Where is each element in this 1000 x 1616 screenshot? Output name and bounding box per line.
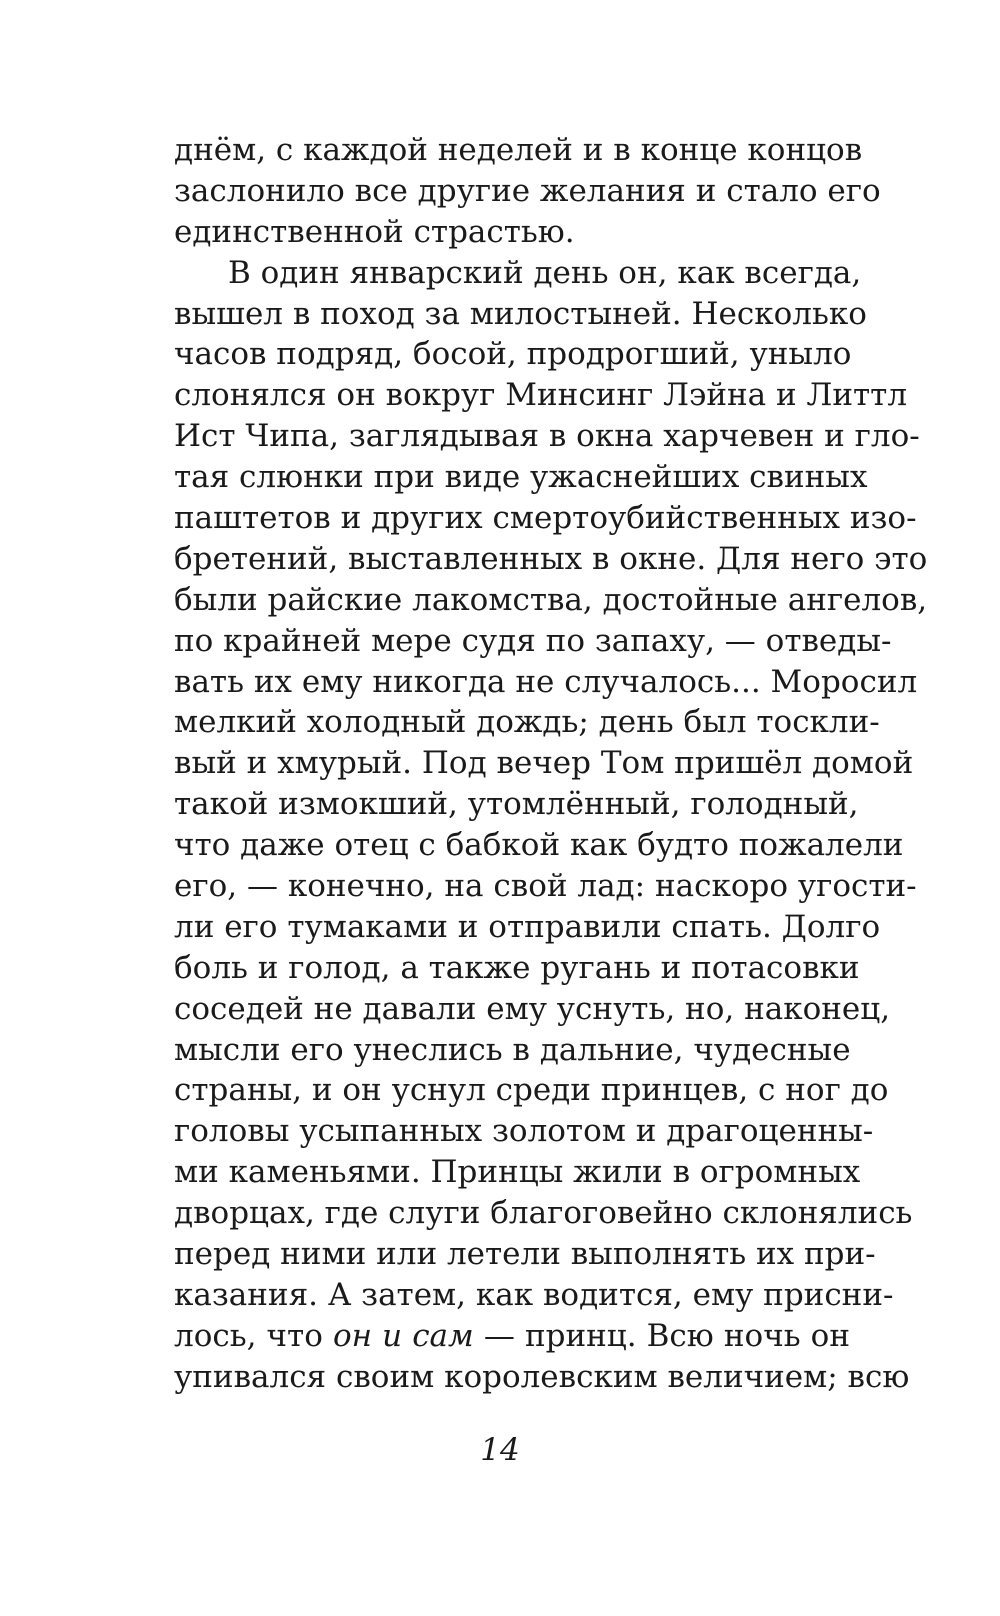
text-line: упивался своим королевским величием; всю [174,1358,910,1395]
text-segment: — принц. Всю ночь он [473,1317,850,1354]
text-line: боль и голод, а также ругань и потасовки [174,949,860,986]
text-line: были райские лакомства, достойные ангелов, [174,581,928,618]
text-line: ли его тумаками и отправили спать. Долго [174,908,881,945]
text-line: часов подряд, босой, продрогший, уныло [174,336,852,373]
text-line: дворцах, где слуги благоговейно склонялись [174,1195,913,1232]
text-line: страны, и он уснул среди принцев, с ног до [174,1072,889,1109]
text-line: единственной страстью. [174,213,575,250]
text-line: мелкий холодный дождь; день был тоскли- [174,704,880,741]
text-line: ми каменьями. Принцы жили в огромных [174,1154,861,1191]
text-line: казания. А затем, как водится, ему присни- [174,1276,894,1313]
text-segment: лось, что [174,1317,333,1354]
page-number: 14 [480,1432,520,1468]
text-line: такой измокший, утомлённый, голодный, [174,786,859,823]
text-line: вышел в поход за милостыней. Несколько [174,295,867,332]
text-line: мысли его унеслись в дальние, чудесные [174,1031,851,1068]
text-line: днём, с каждой неделей и в конце концов [174,132,863,168]
text-line: его, — конечно, на свой лад: наскоро угости- [174,868,917,905]
text-line: заслонило все другие желания и стало его [174,172,881,209]
body-text [174,130,928,1398]
text-line: бретений, выставленных в окне. Для него это [174,540,928,577]
text-line: по крайней мере судя по запаху, — отведы- [174,622,892,659]
text-line: В один январский день он, как всегда, [228,254,862,291]
text-line: Ист Чипа, заглядывая в окна харчевен и гло- [174,418,920,455]
text-line: паштетов и других смертоубийственных изо- [174,500,917,537]
text-line: соседей не давали ему уснуть, но, наконец, [174,990,891,1027]
text-line: головы усыпанных золотом и драгоценны- [174,1113,874,1150]
text-line: вый и хмурый. Под вечер Том пришёл домой [174,745,914,782]
text-line-with-italic [174,1316,850,1357]
text-line: что даже отец с бабкой как будто пожалели [174,827,904,864]
text-line: слонялся он вокруг Минсинг Лэйна и Литтл [174,377,908,414]
italic-emphasis: он и сам [332,1317,474,1354]
text-line: перед ними или летели выполнять их при- [174,1236,876,1273]
text-line: вать их ему никогда не случалось... Моросил [174,663,918,700]
text-line: тая слюнки при виде ужаснейших свиных [174,459,868,496]
